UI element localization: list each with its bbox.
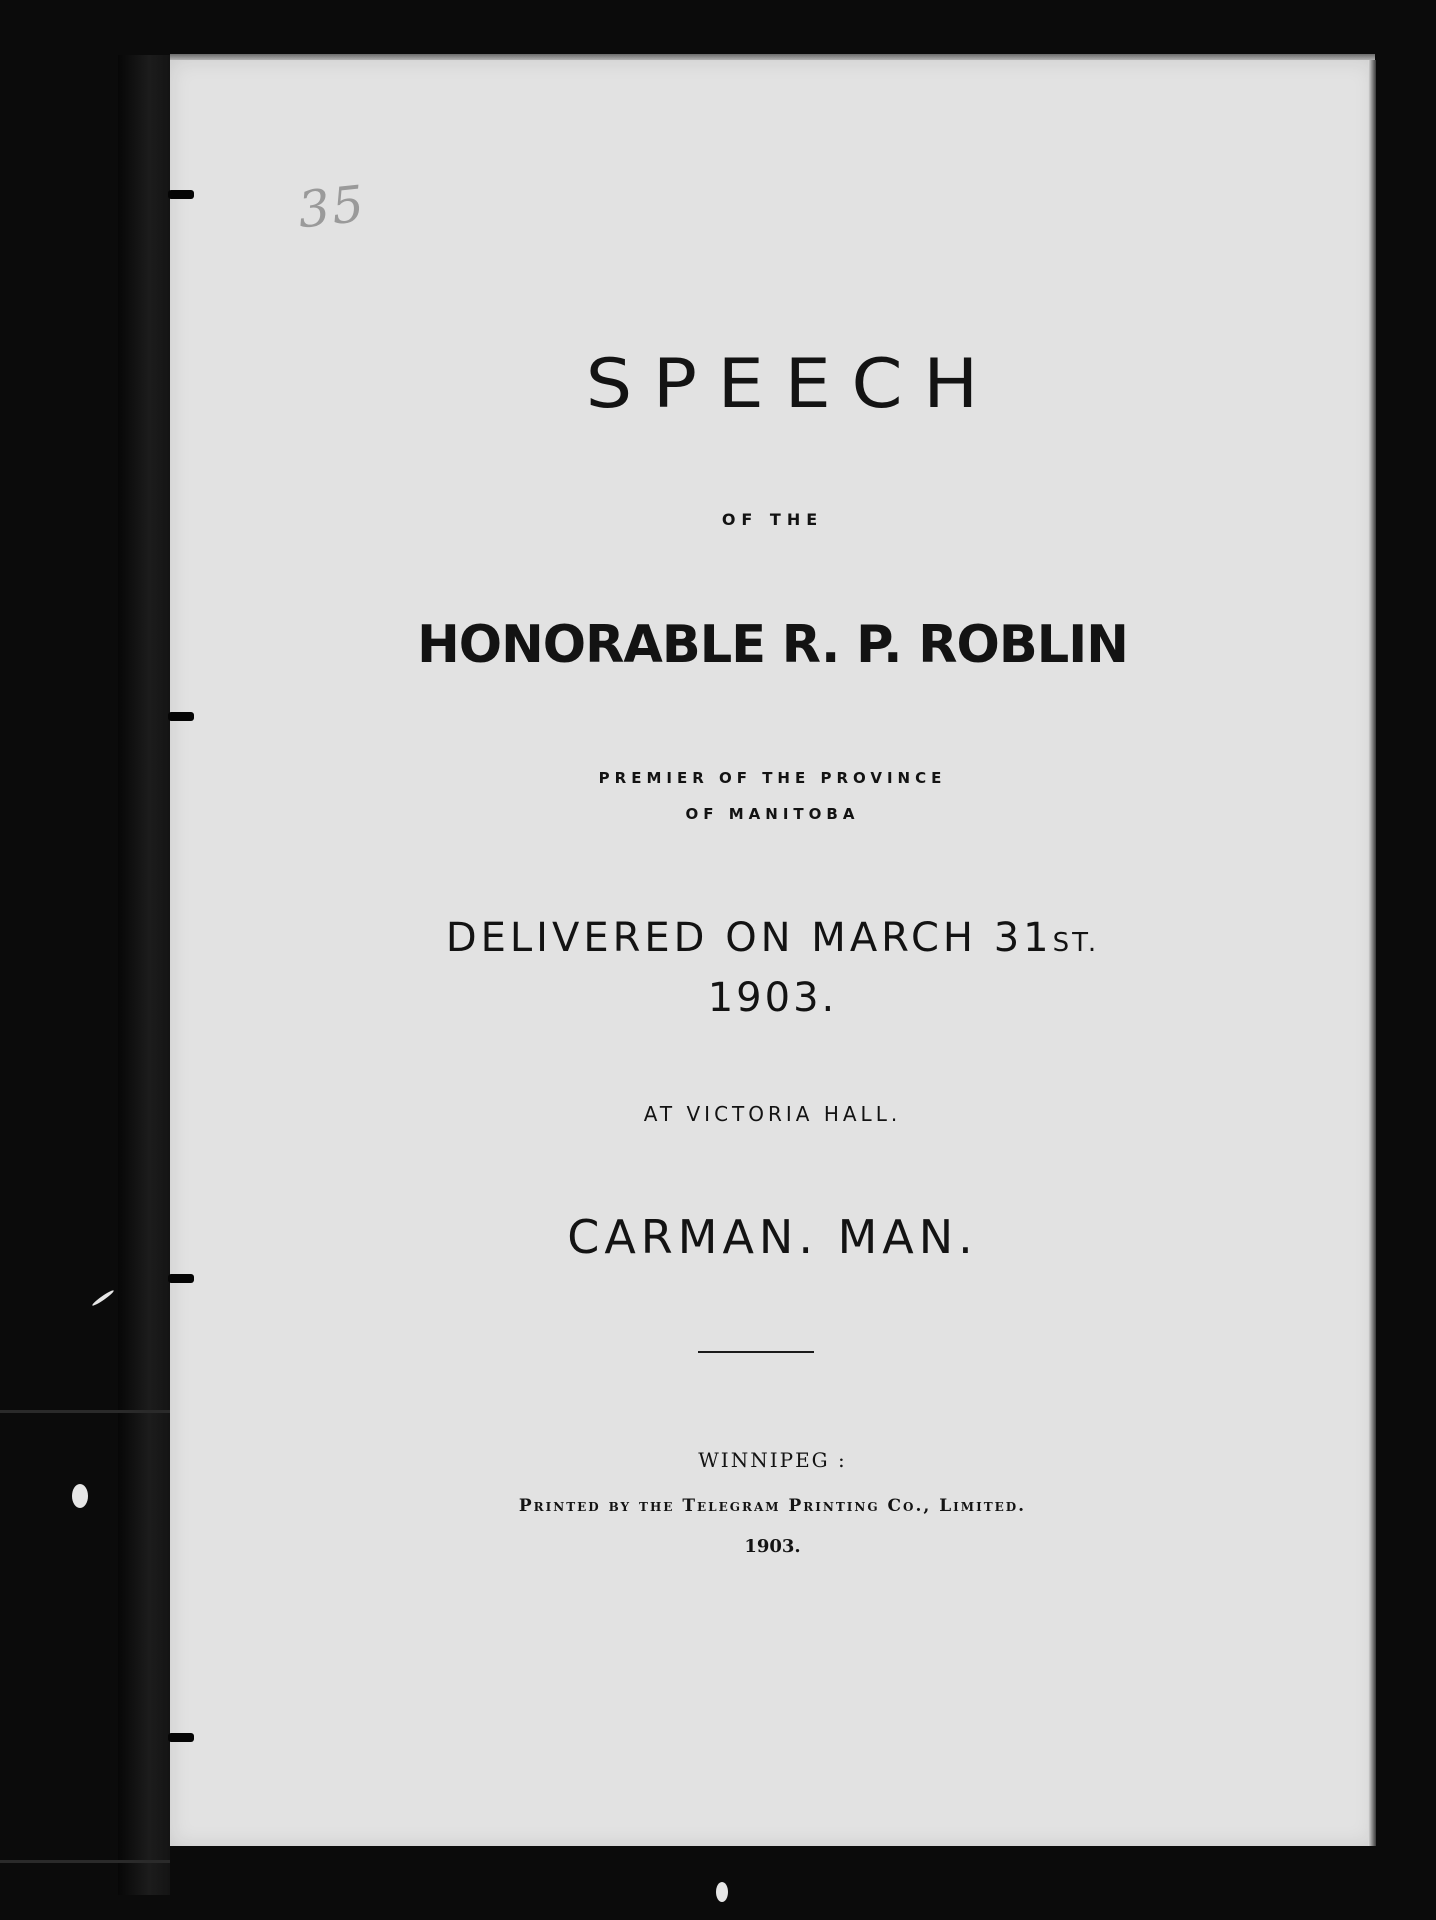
scan-speck xyxy=(72,1484,88,1508)
scan-speck xyxy=(91,1289,115,1307)
staple-mark xyxy=(168,712,194,721)
binding-edge xyxy=(118,55,170,1895)
document-title: SPEECH xyxy=(585,345,999,424)
film-band xyxy=(0,1860,170,1863)
staple-mark xyxy=(168,1733,194,1742)
place: CARMAN. MAN. xyxy=(567,1210,978,1264)
speaker-role-line-1: PREMIER OF THE PROVINCE xyxy=(598,769,947,787)
imprint-year: 1903. xyxy=(744,1536,801,1557)
divider-rule xyxy=(698,1351,814,1353)
speaker-role-line-2: OF MANITOBA xyxy=(685,805,860,823)
delivery-date-suffix: ST. xyxy=(1052,928,1100,958)
venue: AT VICTORIA HALL. xyxy=(643,1102,902,1126)
delivery-date xyxy=(170,915,1375,961)
delivery-date-main: DELIVERED ON MARCH 31 xyxy=(445,915,1053,961)
film-band xyxy=(0,1410,170,1413)
of-the-line: OF THE xyxy=(721,510,824,529)
imprint-city: WINNIPEG : xyxy=(698,1448,847,1472)
scan-speck xyxy=(716,1882,728,1902)
pencil-annotation: 35 xyxy=(295,174,369,240)
delivery-year: 1903. xyxy=(707,975,838,1021)
staple-mark xyxy=(168,1274,194,1283)
speaker-name: HONORABLE R. P. ROBLIN xyxy=(417,615,1128,675)
imprint-printer: Printed by the Telegram Printing Co., Limited. xyxy=(518,1496,1027,1516)
staple-mark xyxy=(168,190,194,199)
